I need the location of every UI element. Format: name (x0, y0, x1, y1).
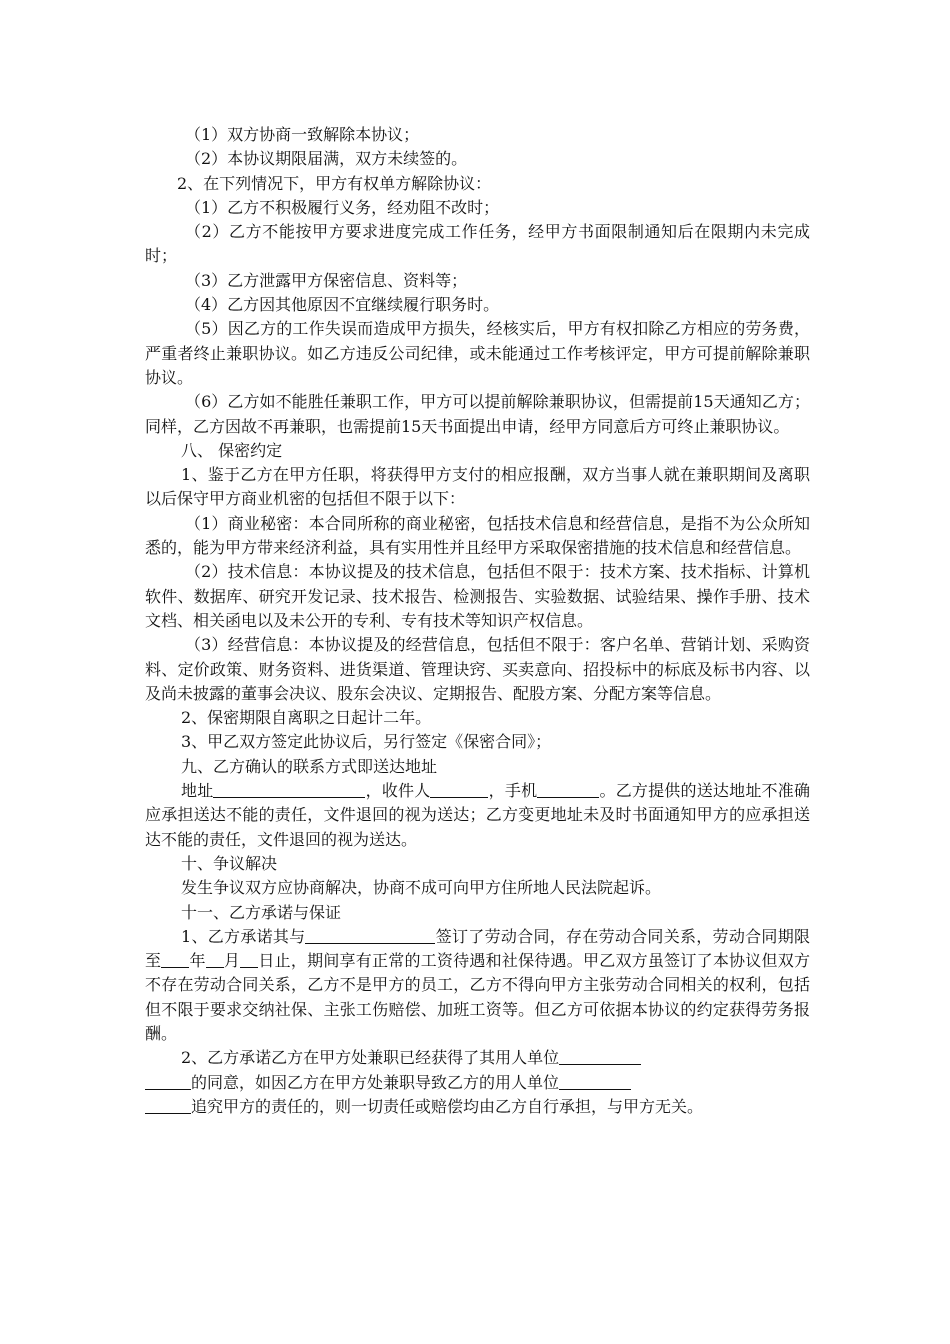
employer-blank-2 (559, 1046, 641, 1065)
phone-label: ，手机 (488, 781, 538, 801)
document-body (145, 123, 810, 1119)
clause-line: （2）乙方不能按甲方要求进度完成工作任务，经甲方书面限制通知后在限期内未完成时； (145, 222, 810, 266)
year-label: 年 (189, 951, 206, 971)
year-blank (161, 949, 189, 968)
section-heading: 八、 保密约定 (181, 440, 283, 460)
employer-blank-2-cont (145, 1071, 191, 1090)
clause-line: 发生争议双方应协商解决，协商不成可向甲方住所地人民法院起诉。 (181, 878, 662, 898)
employer-blank-3 (559, 1071, 631, 1090)
clause-line: （1）双方协商一致解除本协议； (185, 125, 420, 144)
month-blank (206, 949, 224, 968)
employer-blank-3-cont (145, 1095, 191, 1114)
recipient-blank (430, 779, 488, 798)
clause-line: （6）乙方如不能胜任兼职工作，甲方可以提前解除兼职协议，但需提前15天通知乙方；同样，乙方因故不再兼职，也需提前15天书面提出申请，经甲方同意后方可终止兼职协议。 (145, 392, 810, 436)
clause-line: （3）经营信息：本协议提及的经营信息，包括但不限于：客户名单、营销计划、采购资料、定价政策、财务资料、进货渠道、管理诀窍、买卖意向、招投标中的标底及标书内容、以及尚未披露的董事会决议、股东会决议、定期报告、配股方案、分配方案等信息。 (145, 635, 810, 703)
clause-line: 2、在下列情况下，甲方有权单方解除协议： (177, 173, 492, 193)
clause-line: 3、甲乙双方签定此协议后，另行签定《保密合同》； (181, 732, 552, 752)
promise2-text-b: 的同意，如因乙方在甲方处兼职导致乙方的用人单位 (191, 1072, 560, 1092)
address-label: 地址 (181, 781, 214, 801)
clause-line: （2）本协议期限届满，双方未续签的。 (185, 149, 468, 169)
clause-line: （2）技术信息：本协议提及的技术信息，包括但不限于：技术方案、技术指标、计算机软件、数据库、研究开发记录、技术报告、检测报告、实验数据、试验结果、操作手册、技术文档、相关函电以及未公开的专利、专有技术等知识产权信息。 (145, 562, 810, 630)
recipient-label: ，收件人 (365, 781, 431, 801)
clause-line: （1）商业秘密：本合同所称的商业秘密，包括技术信息和经营信息，是指不为公众所知悉的，能为甲方带来经济利益，具有实用性并且经甲方采取保密措施的技术信息和经营信息。 (145, 513, 810, 558)
promise1-text-a: 1、乙方承诺其与 (181, 926, 306, 946)
promise-clause-1 (145, 925, 810, 1046)
clause-line: （1）乙方不积极履行义务，经劝阻不改时； (185, 197, 500, 217)
promise-clause-2 (145, 1046, 810, 1119)
address-blank (213, 779, 365, 798)
clause-line: 1、鉴于乙方在甲方任职，将获得甲方支付的相应报酬，双方当事人就在兼职期间及离职以后保守甲方商业机密的包括但不限于以下： (145, 465, 810, 509)
employer-blank (305, 925, 435, 944)
address-terms: 。乙方提供的送达地址不准确应承担送达不能的责任，文件退回的视为送达；乙方变更地址未及时书面通知甲方的应承担送达不能的责任，文件退回的视为送达。 (145, 781, 810, 849)
promise2-text-c: 追究甲方的责任的，则一切责任或赔偿均由乙方自行承担，与甲方无关。 (191, 1096, 704, 1116)
section-heading: 九、乙方确认的联系方式即送达地址 (181, 756, 438, 776)
address-clause (145, 779, 810, 852)
day-blank (240, 949, 258, 968)
clause-line: （5）因乙方的工作失误而造成甲方损失，经核实后，甲方有权扣除乙方相应的劳务费，严重者终止兼职协议。如乙方违反公司纪律，或未能通过工作考核评定，甲方可提前解除兼职协议。 (145, 319, 810, 387)
promise1-text-c: 日止，期间享有正常的工资待遇和社保待遇。甲乙双方虽签订了本协议但双方不存在劳动合同关系，乙方不是甲方的员工，乙方不得向甲方主张劳动合同相关的权利，包括但不限于要求交纳社保、主张工伤赔偿、加班工资等。但乙方可依据本协议的约定获得劳务报酬。 (145, 951, 810, 1043)
section-heading: 十一、乙方承诺与保证 (181, 902, 342, 922)
section-heading: 十、争议解决 (181, 853, 278, 873)
promise2-text-a: 2、乙方承诺乙方在甲方处兼职已经获得了其用人单位 (181, 1048, 560, 1068)
clause-line: （3）乙方泄露甲方保密信息、资料等； (185, 270, 468, 290)
clause-line: （4）乙方因其他原因不宜继续履行职务时。 (185, 295, 500, 315)
phone-blank (537, 779, 599, 798)
month-label: 月 (223, 951, 241, 971)
promise1-text-b: 签订了劳动合同，存在劳动合同关系，劳动合同期限至 (145, 926, 810, 971)
clause-line: 2、保密期限自离职之日起计二年。 (181, 708, 432, 728)
